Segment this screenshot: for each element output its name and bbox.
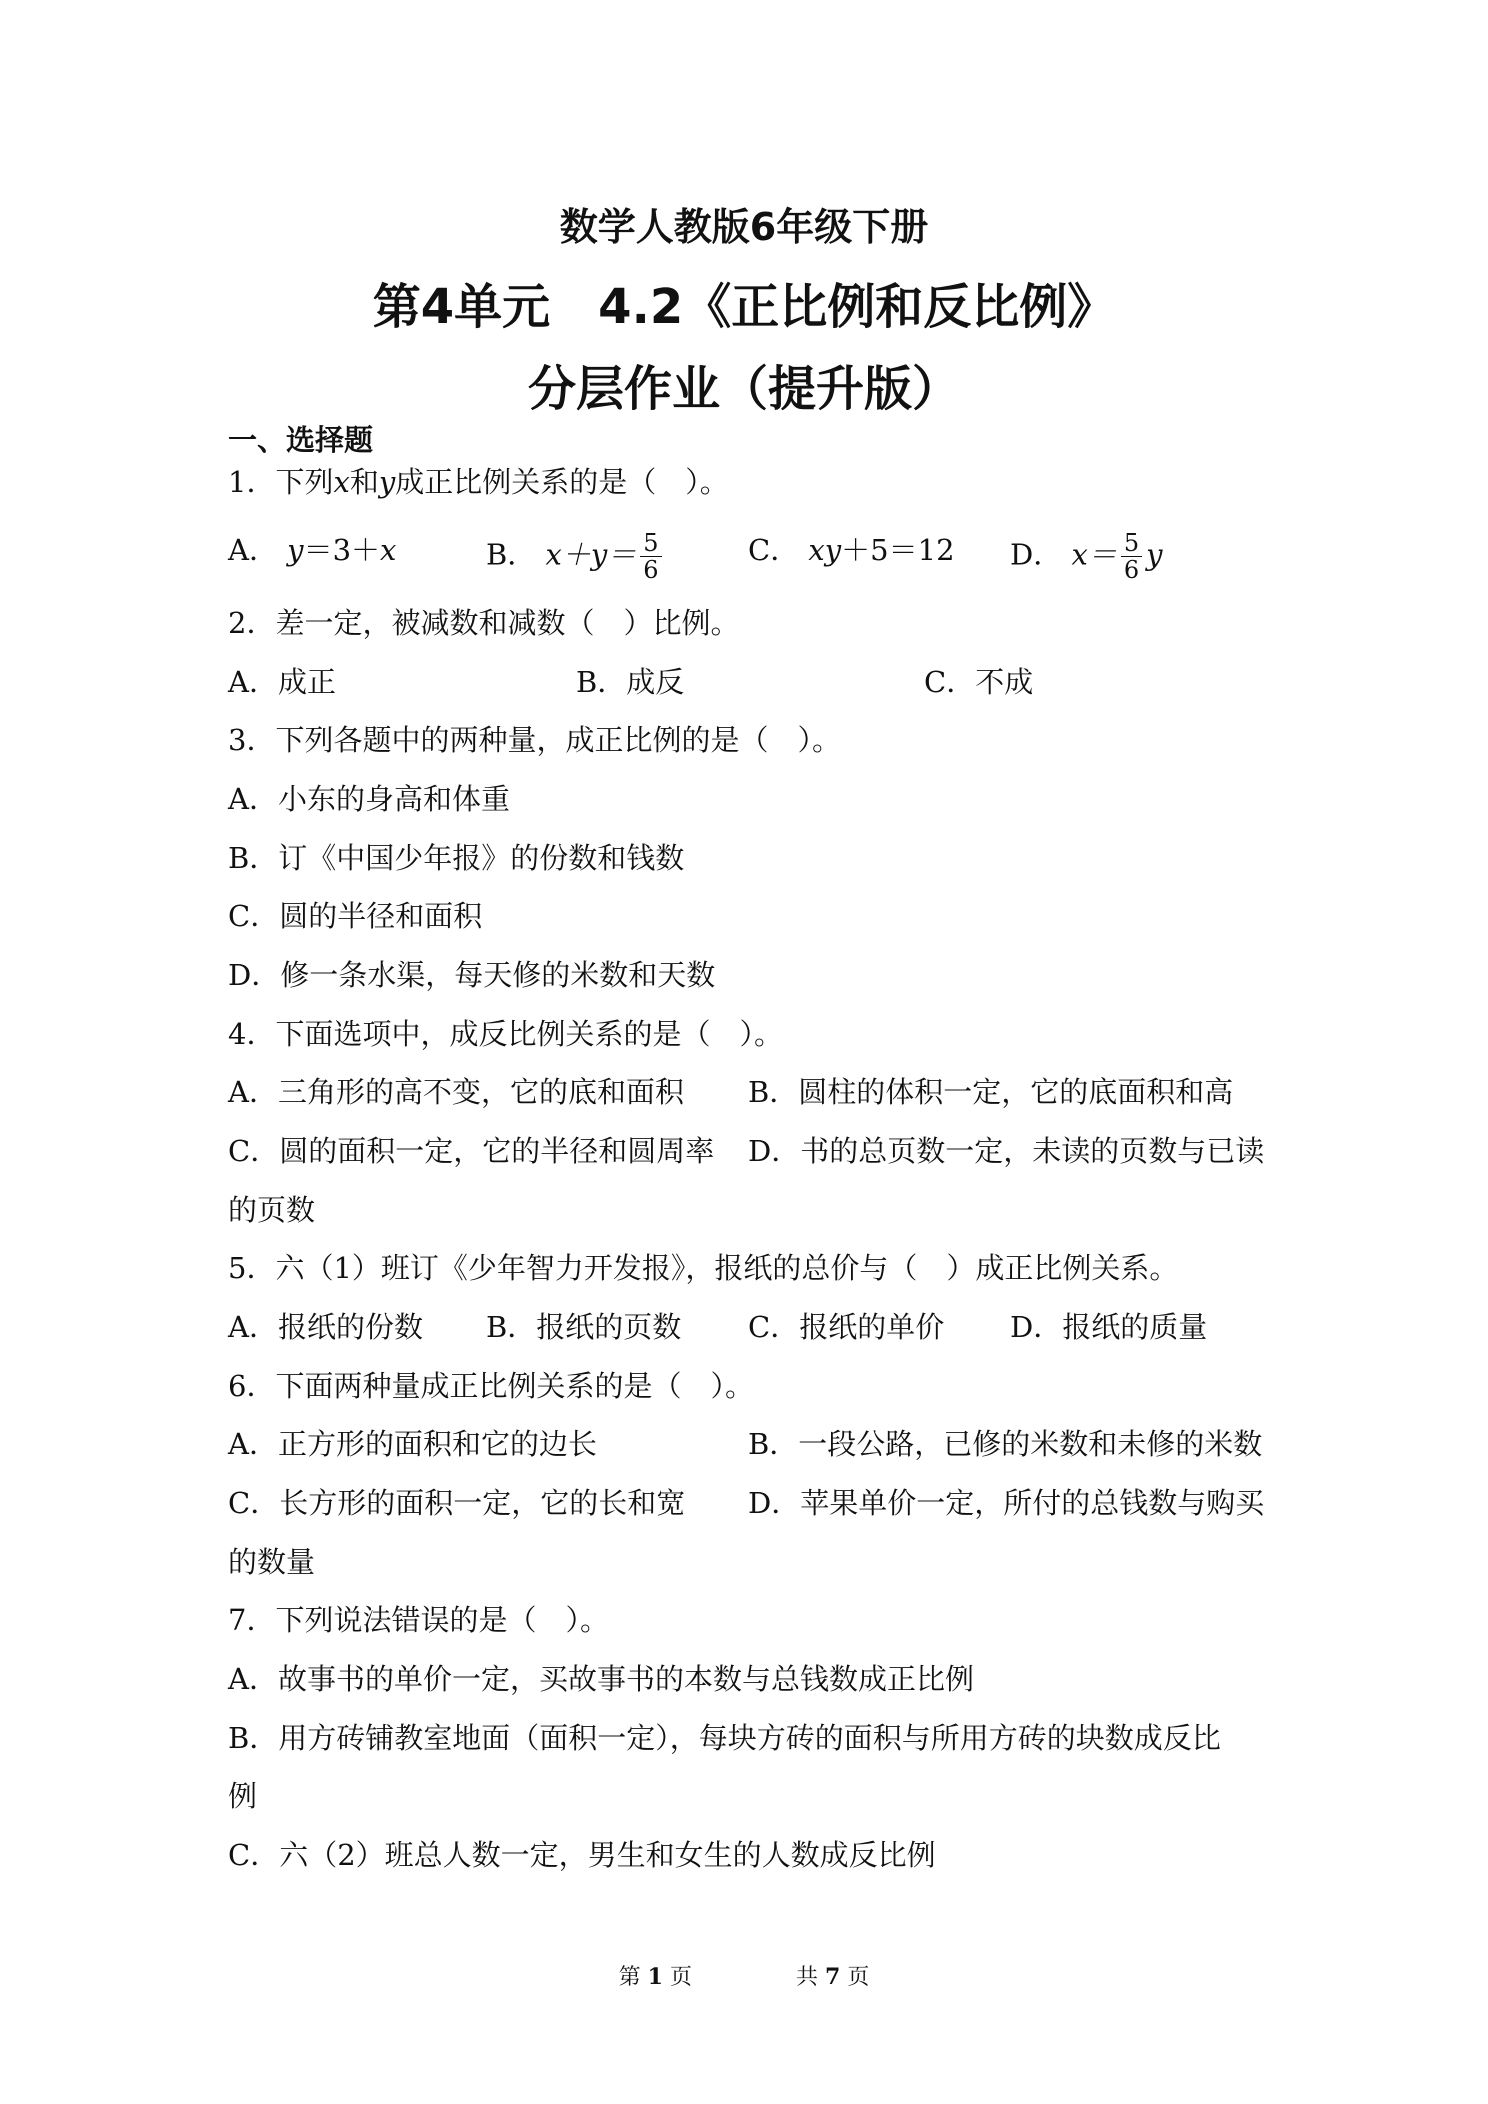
q5-stem: 5．六（1）班订《少年智力开发报》，报纸的总价与（ ）成正比例关系。	[228, 1251, 1179, 1285]
q2-option-c: C．不成	[924, 665, 1034, 699]
q3-option-b: B．订《中国少年报》的份数和钱数	[228, 841, 685, 875]
q1-option-c: C． xy＋5＝12	[748, 533, 955, 567]
q4-option-c: C．圆的面积一定，它的半径和圆周率	[228, 1134, 715, 1168]
fraction: $\frac{5}{6}$	[1121, 530, 1142, 583]
page-footer: 第 1 页 共 7 页	[618, 1964, 870, 1990]
q4-option-d-continued: 的页数	[228, 1193, 316, 1227]
q2-option-a: A．成正	[228, 665, 336, 699]
q4-option-a: A．三角形的高不变，它的底和面积	[228, 1075, 684, 1109]
q7-option-b: B．用方砖铺教室地面（面积一定），每块方砖的面积与所用方砖的块数成反比	[228, 1721, 1221, 1755]
doc-title-line1: 数学人教版6年级下册	[559, 205, 929, 249]
q1-option-d: D． x＝ $\frac{5}{6}$ y	[1010, 529, 1163, 584]
q3-option-a: A．小东的身高和体重	[228, 782, 510, 816]
fraction: $\frac{5}{6}$	[640, 530, 661, 583]
doc-title-line2: 第4单元 4.2《正比例和反比例》	[372, 279, 1116, 335]
q5-option-a: A．报纸的份数	[228, 1310, 423, 1344]
q6-option-c: C．长方形的面积一定，它的长和宽	[228, 1486, 686, 1520]
q7-option-a: A．故事书的单价一定，买故事书的本数与总钱数成正比例	[228, 1662, 974, 1696]
q6-option-d: D．苹果单价一定，所付的总钱数与购买	[748, 1486, 1265, 1520]
section-heading: 一、选择题	[228, 423, 374, 457]
q1-stem: 1．下列x和y成正比例关系的是（ ）。	[228, 465, 729, 499]
q6-option-b: B．一段公路，已修的米数和未修的米数	[748, 1427, 1263, 1461]
page-number: 1	[647, 1964, 663, 1990]
q3-option-d: D．修一条水渠，每天修的米数和天数	[228, 958, 716, 992]
q7-option-b-continued: 例	[228, 1779, 258, 1813]
q1-option-a: A． y＝3＋x	[228, 533, 397, 567]
q5-option-c: C．报纸的单价	[748, 1310, 945, 1344]
total-pages: 7	[825, 1964, 841, 1990]
q5-option-b: B．报纸的页数	[486, 1310, 682, 1344]
q4-option-d: D．书的总页数一定，未读的页数与已读	[748, 1134, 1265, 1168]
q1-option-b: B． x＋y＝ $\frac{5}{6}$	[486, 530, 666, 583]
q2-stem: 2．差一定，被减数和减数（ ）比例。	[228, 606, 740, 640]
doc-title-line3: 分层作业（提升版）	[527, 361, 960, 417]
q5-option-d: D．报纸的质量	[1010, 1310, 1208, 1344]
q7-option-c: C．六（2）班总人数一定，男生和女生的人数成反比例	[228, 1838, 936, 1872]
q7-stem: 7．下列说法错误的是（ ）。	[228, 1603, 609, 1637]
q6-option-a: A．正方形的面积和它的边长	[228, 1427, 597, 1461]
q3-option-c: C．圆的半径和面积	[228, 899, 483, 933]
q2-option-b: B．成反	[576, 665, 685, 699]
q6-option-d-continued: 的数量	[228, 1545, 316, 1579]
q4-stem: 4．下面选项中，成反比例关系的是（ ）。	[228, 1017, 783, 1051]
q3-stem: 3．下列各题中的两种量，成正比例的是（ ）。	[228, 723, 841, 757]
q4-option-b: B．圆柱的体积一定，它的底面积和高	[748, 1075, 1234, 1109]
q6-stem: 6．下面两种量成正比例关系的是（ ）。	[228, 1369, 754, 1403]
